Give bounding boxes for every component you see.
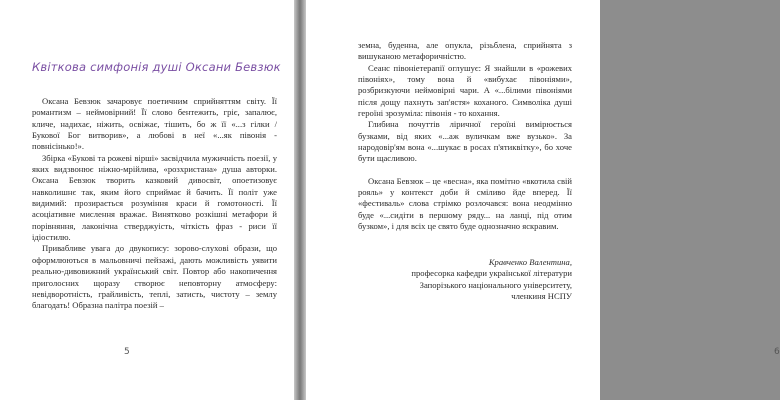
page-number-left: 5: [124, 347, 130, 357]
left-page-body: [32, 96, 277, 312]
book-gutter: [294, 0, 306, 400]
paragraph: земна, буденна, але опукла, різьблена, сприйнята з вишуканою метафоричністю.: [358, 40, 572, 62]
paragraph: Збірка «Букові та рожеві вірші» засвідчила мужичність поезії, у яких видзвонює ніжно-мрійлива, «розхристана» душа авторки. Оксана Бевзюк творить казковий дивосвіт, опоетизовує навколишнє так, яким його сприймає й бачить. Її політ уже видимий: прозирається розуміння краси й гомотоності. Її асоціативне мислення вражає. Винятково розкішні метафори й порівняння, лаконічна стверджуість, чіткість фраз - риси її ідіостилю.: [32, 152, 277, 243]
paragraph: Оксана Бевзюк зачаровує поетичним сприйняттям світу. Її романтизм – неймовірний! Її слово бентежить, гріє, запалює, кличе, надихає, ніжить, освіжає, тішить, бо ж її «...з гілки / Букової Бог витворив», а любові в неї «...як півонія - повнісінько!».: [32, 96, 277, 152]
right-page-body: [358, 40, 572, 233]
page-number-right: 6: [774, 347, 780, 357]
paragraph: Привабливе увага до двукопису: зорово-слухові образи, що оформлюються в мальовничі пейзажі, дають можливість уявити реально-дивовижний український світ. Повтор або накопичення приголосних щоразу створює неповторну атмосферу: невідворотність, грайливість, теплі, затисть, чистоту – землу благодать! Образна палітра поезій –: [32, 243, 277, 311]
paragraph: Оксана Бевзюк – це «весна», яка помітно «вкотила свій рояль» у контекст доби й сміливо йде вперед. Її «фестиваль» слова стрімко розлочався: вона неодмінно буде «...сидіти в першому ряду... на ланці, під отим бузком», і для всіх це свято буде однозначно яскравим.: [358, 175, 572, 232]
author-signature: [360, 257, 572, 303]
paragraph: Сеанс півоніетерапії оглушує: Я знайшли в «рожевих півоніях», тому вона й «вибухає півоніями», розбризкуючи неймовірні чари. А «...білими півоніями після дощу пахнуть зап'ястя» коханого. Символіка душі героїні зрозуміла: півонія - то кохання.: [358, 62, 572, 119]
paragraph: Глибина почуттів ліричної героїні вимірюється бузками, від яких «...аж вуличкам вже вузько». За народовір'ям вона «...шукає в росах п'ятиквітку», бо хоче бути щасливою.: [358, 119, 572, 164]
signature-affiliation: Запорізького національного університету,: [419, 279, 572, 290]
signature-membership: членкиня НСПУ: [511, 291, 572, 302]
page-title: Квіткова симфонія душі Оксани Бевзюк: [32, 60, 281, 74]
signature-name: Кравченко Валентина,: [488, 257, 572, 267]
signature-title: професорка кафедри української літератури: [411, 268, 572, 279]
left-page: [0, 0, 294, 400]
